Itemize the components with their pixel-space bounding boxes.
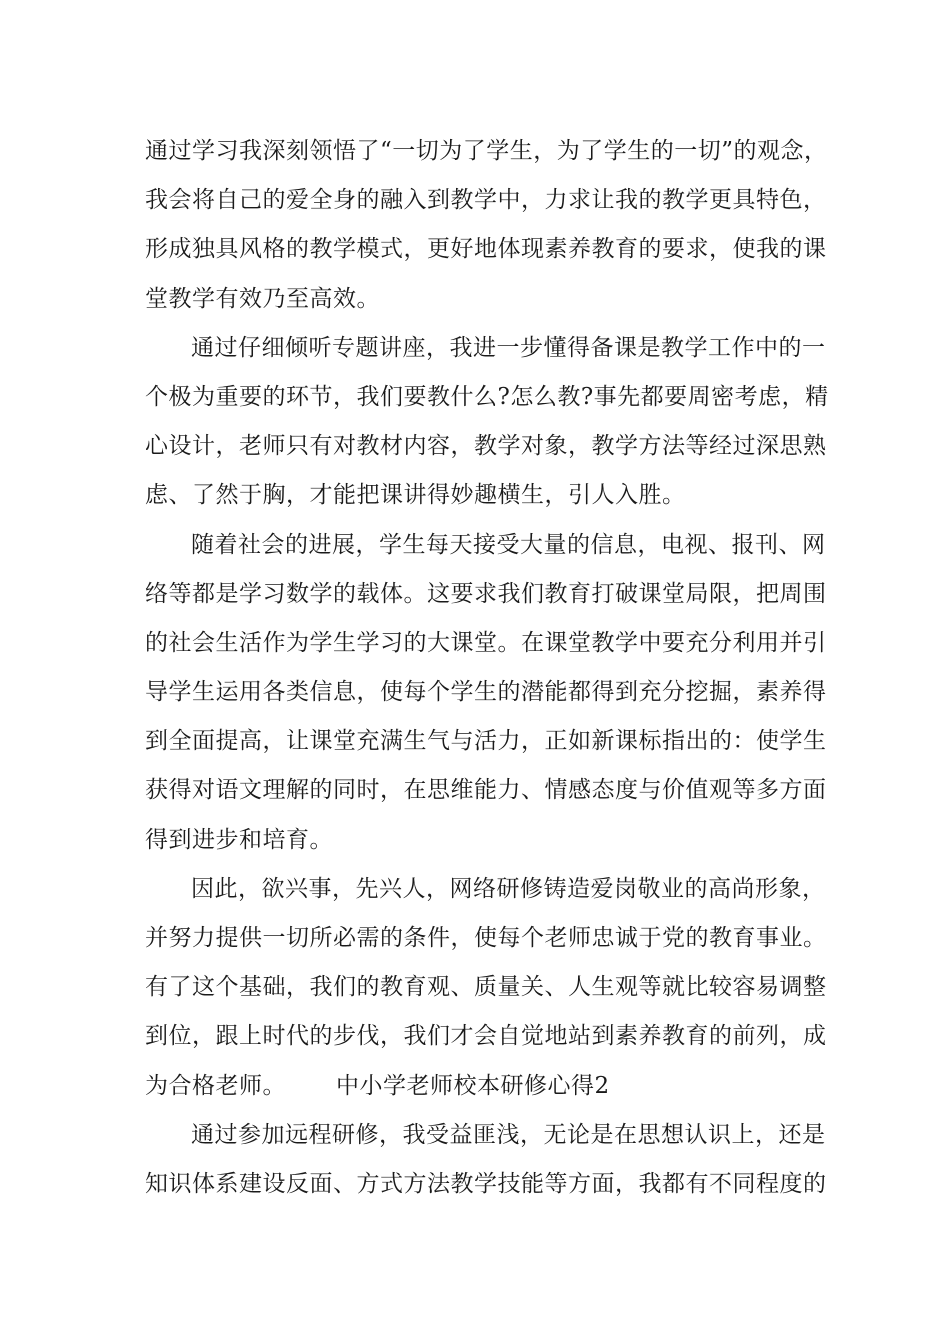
text-line: 络等都是学习数学的载体。这要求我们教育打破课堂局限，把周围 xyxy=(145,580,827,607)
text-line-end: 为合格老师。 xyxy=(145,1072,286,1099)
text-line: 通过仔细倾听专题讲座，我进一步懂得备课是教学工作中的一 xyxy=(191,334,826,361)
text-line: 导学生运用各类信息，使每个学生的潜能都得到充分挖掘，素养得 xyxy=(145,679,827,706)
paragraph-4 xyxy=(145,865,825,1111)
paragraph-5 xyxy=(145,1111,825,1209)
text-line: 的社会生活作为学生学习的大课堂。在课堂教学中要充分利用并引 xyxy=(145,629,827,656)
text-line: 得到进步和培育。 xyxy=(145,826,333,853)
text-line: 因此，欲兴事，先兴人，网络研修铸造爱岗敬业的高尚形象， xyxy=(191,875,826,902)
text-line: 形成独具风格的教学模式，更好地体现素养教育的要求，使我的课 xyxy=(145,236,827,263)
paragraph-2 xyxy=(145,324,829,521)
text-line: 个极为重要的环节，我们要教什么?怎么教?事先都要周密考虑，精 xyxy=(145,383,829,410)
text-line: 我会将自己的爱全身的融入到教学中，力求让我的教学更具特色， xyxy=(145,187,827,214)
paragraph-1 xyxy=(145,127,828,324)
paragraph-3 xyxy=(145,521,825,865)
text-line: 虑、了然于胸，才能把课讲得妙趣横生，引人入胜。 xyxy=(145,482,686,509)
text-line: 心设计，老师只有对教材内容，教学对象，教学方法等经过深思熟 xyxy=(145,433,827,460)
text-line: 并努力提供一切所必需的条件，使每个老师忠诚于党的教育事业。 xyxy=(145,925,827,951)
text-line: 获得对语文理解的同时，在思维能力、情感态度与价值观等多方面 xyxy=(145,777,827,804)
document-body xyxy=(145,127,829,1209)
section-heading: 中小学老师校本研修心得2 xyxy=(336,1072,610,1099)
text-line: 到位，跟上时代的步伐，我们才会自觉地站到素养教育的前列，成 xyxy=(145,1023,827,1050)
text-line: 通过参加远程研修，我受益匪浅，无论是在思想认识上，还是 xyxy=(191,1121,826,1148)
text-line: 知识体系建设反面、方式方法教学技能等方面，我都有不同程度的 xyxy=(145,1170,827,1197)
text-line: 到全面提高，让课堂充满生气与活力，正如新课标指出的：使学生 xyxy=(145,728,827,755)
text-line: 有了这个基础，我们的教育观、质量关、人生观等就比较容易调整 xyxy=(145,974,827,1001)
text-line: 堂教学有效乃至高效。 xyxy=(145,285,380,312)
text-line: 随着社会的进展，学生每天接受大量的信息，电视、报刊、网 xyxy=(191,531,826,558)
text-line-with-heading xyxy=(145,1062,825,1111)
text-line: 通过学习我深刻领悟了“一切为了学生，为了学生的一切”的观念， xyxy=(145,138,828,164)
